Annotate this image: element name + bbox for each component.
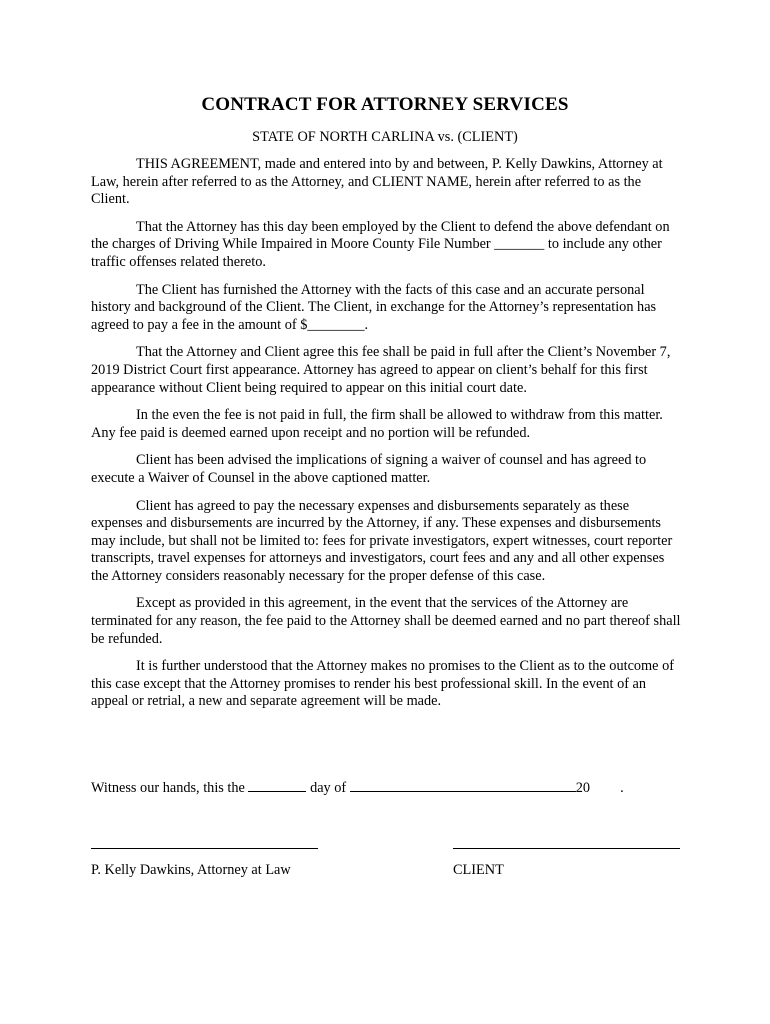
witness-year-prefix: 20 <box>575 780 591 796</box>
day-blank[interactable] <box>248 777 306 792</box>
paragraph-no-promises: It is further understood that the Attorney makes no promises to the Client as to the outcome of this case except that the Attorney promises to render his best professional skill. In the event of an appeal or retrial, a new and separate agreement will be made. <box>91 658 675 710</box>
witness-day-label: day of <box>310 780 347 796</box>
attorney-signature-label: P. Kelly Dawkins, Attorney at Law <box>91 862 291 878</box>
paragraph-withdrawal: In the even the fee is not paid in full, the firm shall be allowed to withdraw from this matter. Any fee paid is deemed earned upon receipt and no portion will be refunded. <box>91 407 663 441</box>
paragraph-employment: That the Attorney has this day been employed by the Client to defend the above defendant on the charges of Driving While Impaired in Moore County File Number _______ to include any other traffic offenses related thereto. <box>91 218 670 270</box>
paragraph-waiver-of-counsel: Client has been advised the implications of signing a waiver of counsel and has agreed to execute a Waiver of Counsel in the above captioned matter. <box>91 452 647 486</box>
paragraph-expenses: Client has agreed to pay the necessary expenses and disbursements separately as these expenses and disbursements are incurred by the Attorney, if any. These expenses and disbursements may include, but shall not be limited to: fees for private investigators, expert witnesses, court reporter transcripts, travel expenses for attorneys and investigators, court fees and any and all other expenses the Attorney considers reasonably necessary for the proper defense of this case. <box>91 497 673 584</box>
witness-prefix: Witness our hands, this the <box>91 780 245 796</box>
paragraph-agreement-parties: THIS AGREEMENT, made and entered into by and between, P. Kelly Dawkins, Attorney at Law, herein after referred to as the Attorney, and CLIENT NAME, herein after referred to as the Client. <box>91 156 663 208</box>
witness-line <box>91 777 624 797</box>
contract-body <box>91 156 681 721</box>
month-blank[interactable] <box>350 777 576 792</box>
case-caption: STATE OF NORTH CARLINA vs. (CLIENT) <box>252 129 518 145</box>
paragraph-payment-terms: That the Attorney and Client agree this fee shall be paid in full after the Client’s November 7, 2019 District Court first appearance. Attorney has agreed to appear on client’s behalf for this first appearance without Client being required to appear on this initial court date. <box>91 344 671 396</box>
witness-suffix: . <box>620 780 624 796</box>
client-signature-line[interactable] <box>453 848 680 849</box>
attorney-signature-line[interactable] <box>91 848 318 849</box>
client-signature-label: CLIENT <box>453 862 504 878</box>
paragraph-fee-amount: The Client has furnished the Attorney with the facts of this case and an accurate personal history and background of the Client. The Client, in exchange for the Attorney’s representation has agreed to pay a fee in the amount of $________. <box>91 281 657 333</box>
document-title: CONTRACT FOR ATTORNEY SERVICES <box>201 94 569 115</box>
paragraph-termination: Except as provided in this agreement, in the event that the services of the Attorney are terminated for any reason, the fee paid to the Attorney shall be deemed earned and no part thereof shall be refunded. <box>91 595 681 647</box>
